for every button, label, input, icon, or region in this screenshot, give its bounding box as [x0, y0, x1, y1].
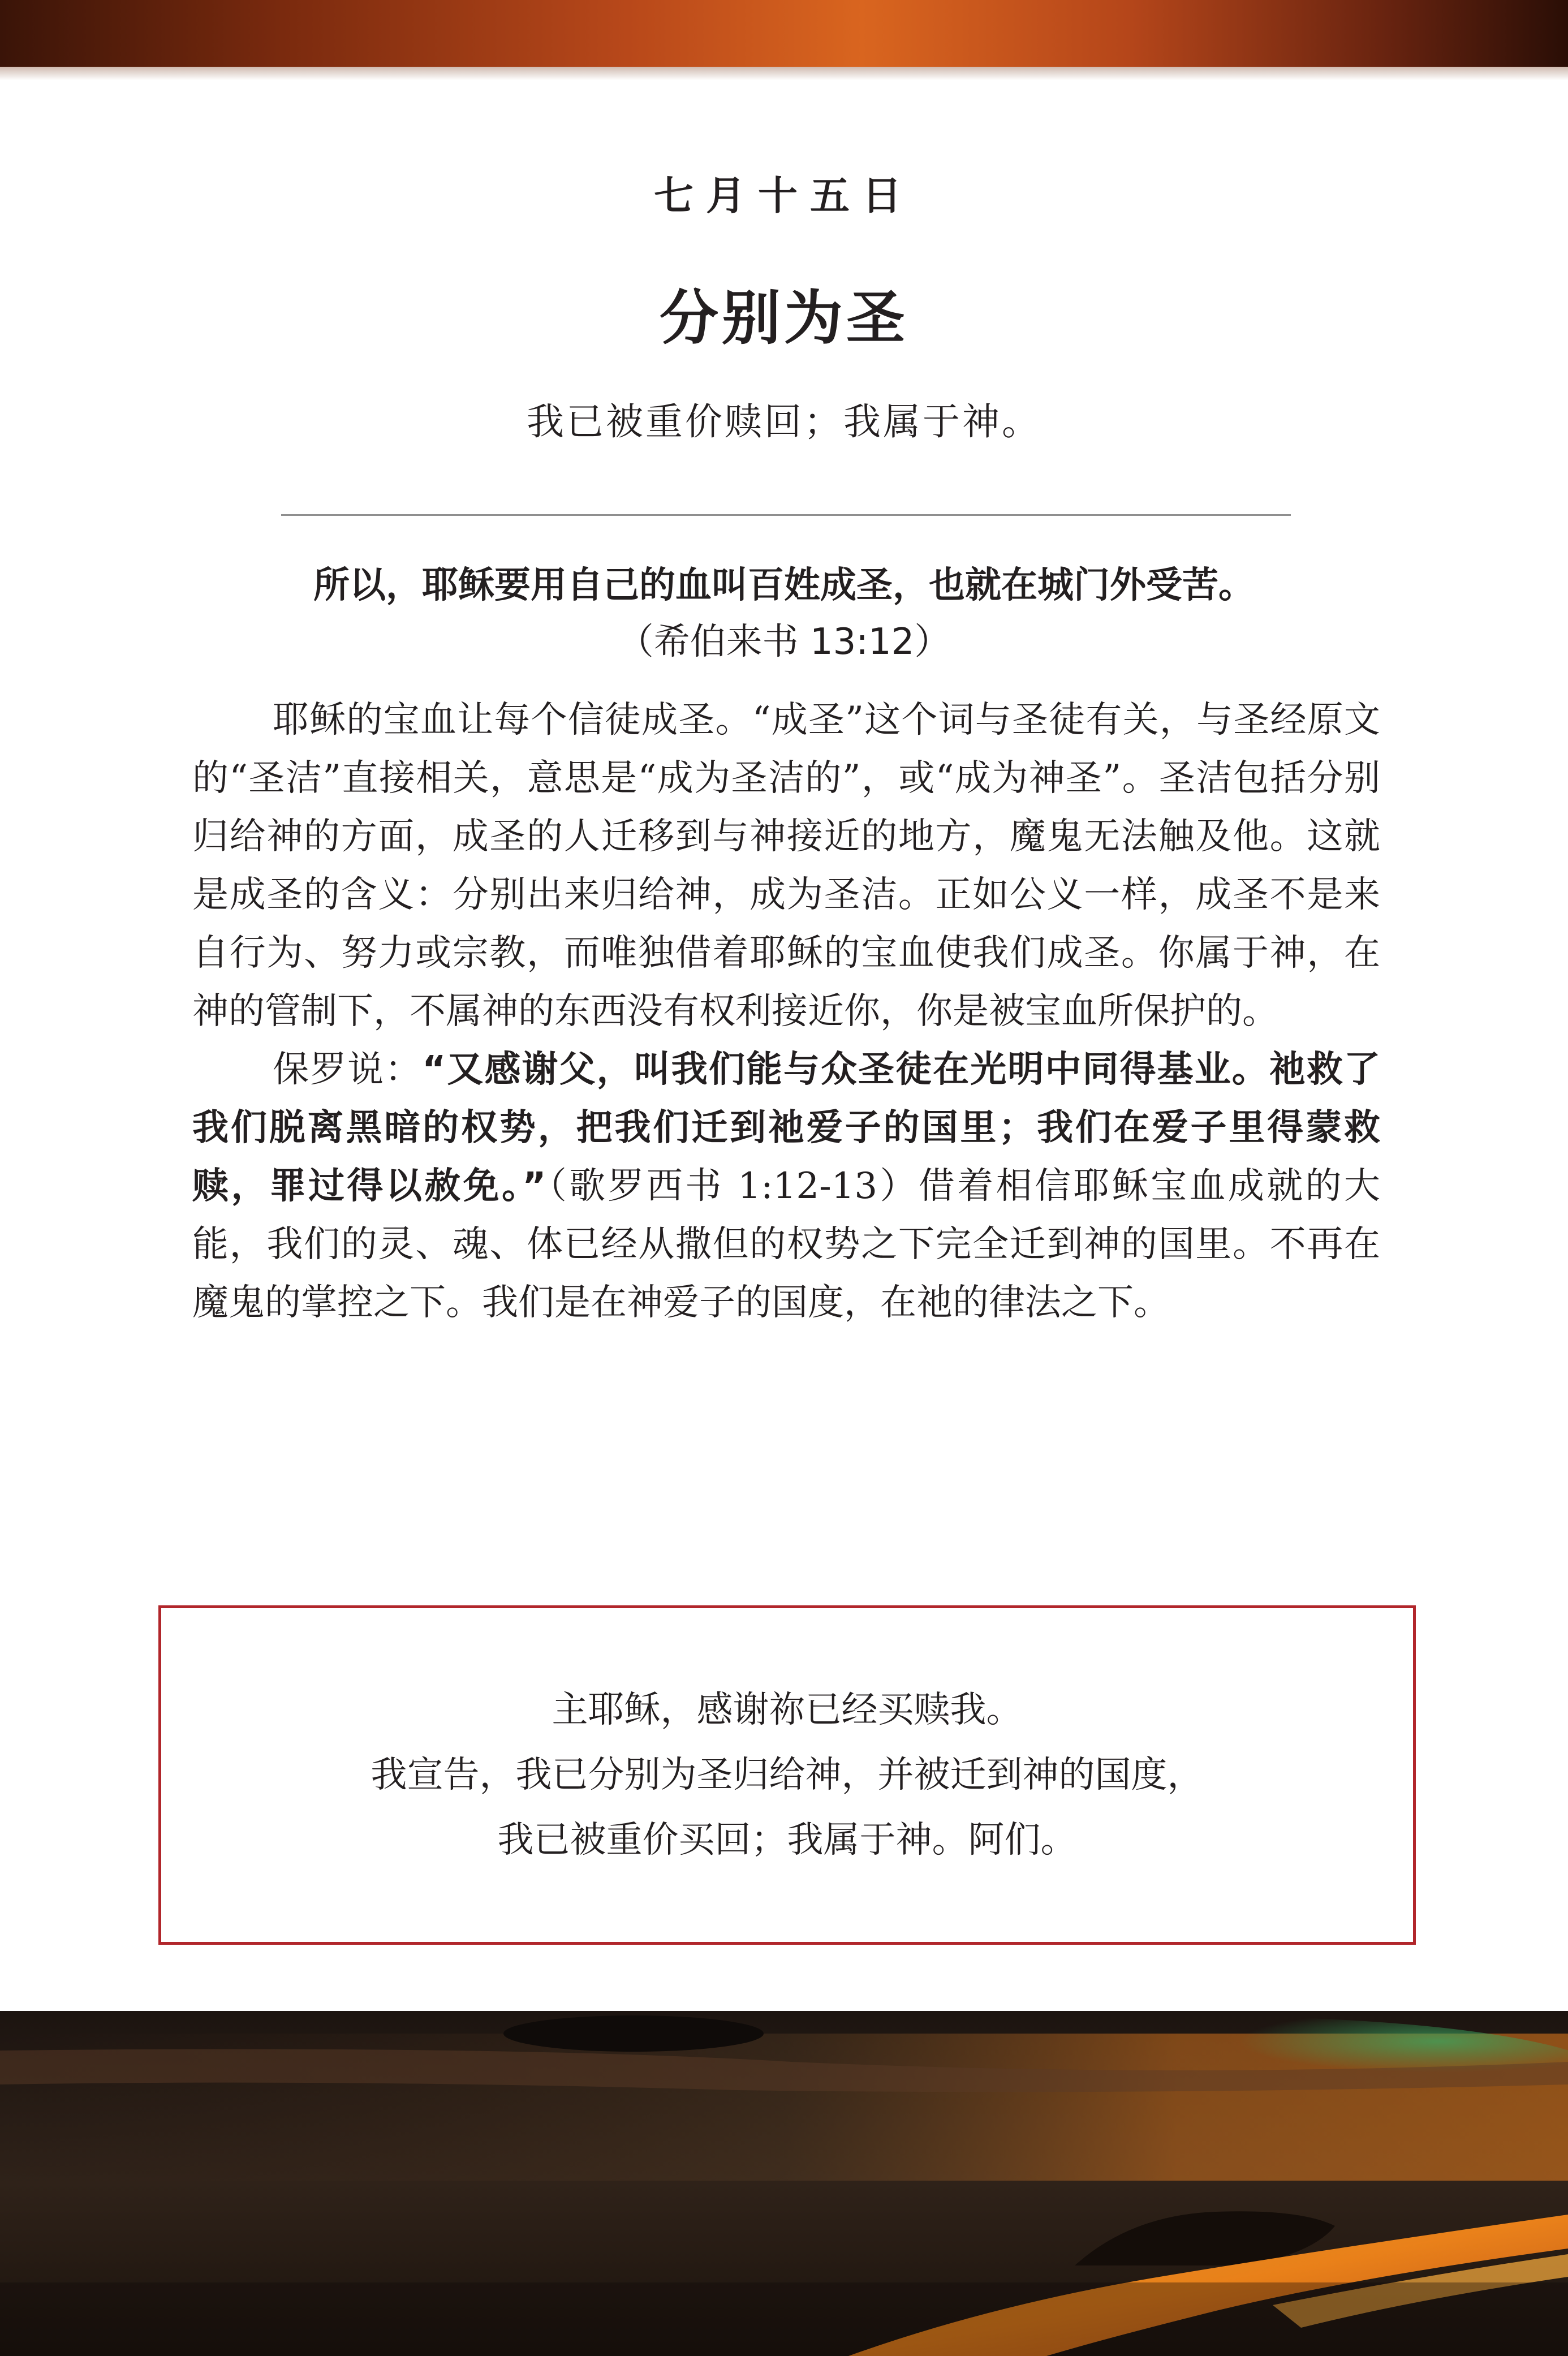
body-paragraph-1: 耶稣的宝血让每个信徒成圣。“成圣”这个词与圣徒有关，与圣经原文的“圣洁”直接相关，意思是“成为圣洁的”，或“成为神圣”。圣洁包括分别归给神的方面，成圣的人迁移到与神接近的地方，魔鬼无法触及他。这就是成圣的含义：分别出来归给神，成为圣洁。正如公义一样，成圣不是来自行为、努力或宗教，而唯独借着耶稣的宝血使我们成圣。你属于神，在神的管制下，不属神的东西没有权利接近你，你是被宝血所保护的。	[192, 699, 1380, 1032]
prayer-line-3: 我已被重价买回；我属于神。阿们。	[497, 1819, 1077, 1861]
body-paragraph-2	[192, 1041, 1380, 1332]
paragraph-2-rest: （歌罗西书 1:12-13）借着相信耶稣宝血成就的大能，我们的灵、魂、体已经从撒但的权势之下完全迁到神的国里。不再在魔鬼的掌控之下。我们是在神爱子的国度，在祂的律法之下。	[192, 1165, 1381, 1324]
landscape-illustration	[0, 2011, 1568, 2356]
verse-text: 所以，耶稣要用自己的血叫百姓成圣，也就在城门外受苦。	[313, 565, 1255, 606]
scripture-verse	[0, 557, 1568, 670]
devotional-body	[192, 691, 1380, 1332]
prayer-box	[158, 1605, 1416, 1945]
sunset-landscape-image	[0, 2011, 1568, 2356]
prayer-line-2: 我宣告，我已分别为圣归给神，并被迁到神的国度，	[371, 1754, 1204, 1796]
verse-reference: （希伯来书 13:12）	[617, 621, 951, 663]
paragraph-2-lead: 保罗说：	[273, 1049, 423, 1091]
prayer-line-1: 主耶稣，感谢祢已经买赎我。	[552, 1689, 1023, 1731]
paragraph-2-quote: “又感谢父，叫我们能与众圣徒在光明中同得基业。祂救了我们脱离黑暗的权势，把我们迁到祂爱子的国里；我们在爱子里得蒙救赎，罪过得以赦免。”	[192, 1049, 1381, 1207]
page-date: 七月十五日	[654, 173, 914, 219]
page-title: 分别为圣	[659, 283, 908, 352]
top-sunset-banner	[0, 0, 1568, 67]
divider-line	[281, 514, 1291, 516]
page-subtitle: 我已被重价赎回；我属于神。	[527, 400, 1041, 443]
